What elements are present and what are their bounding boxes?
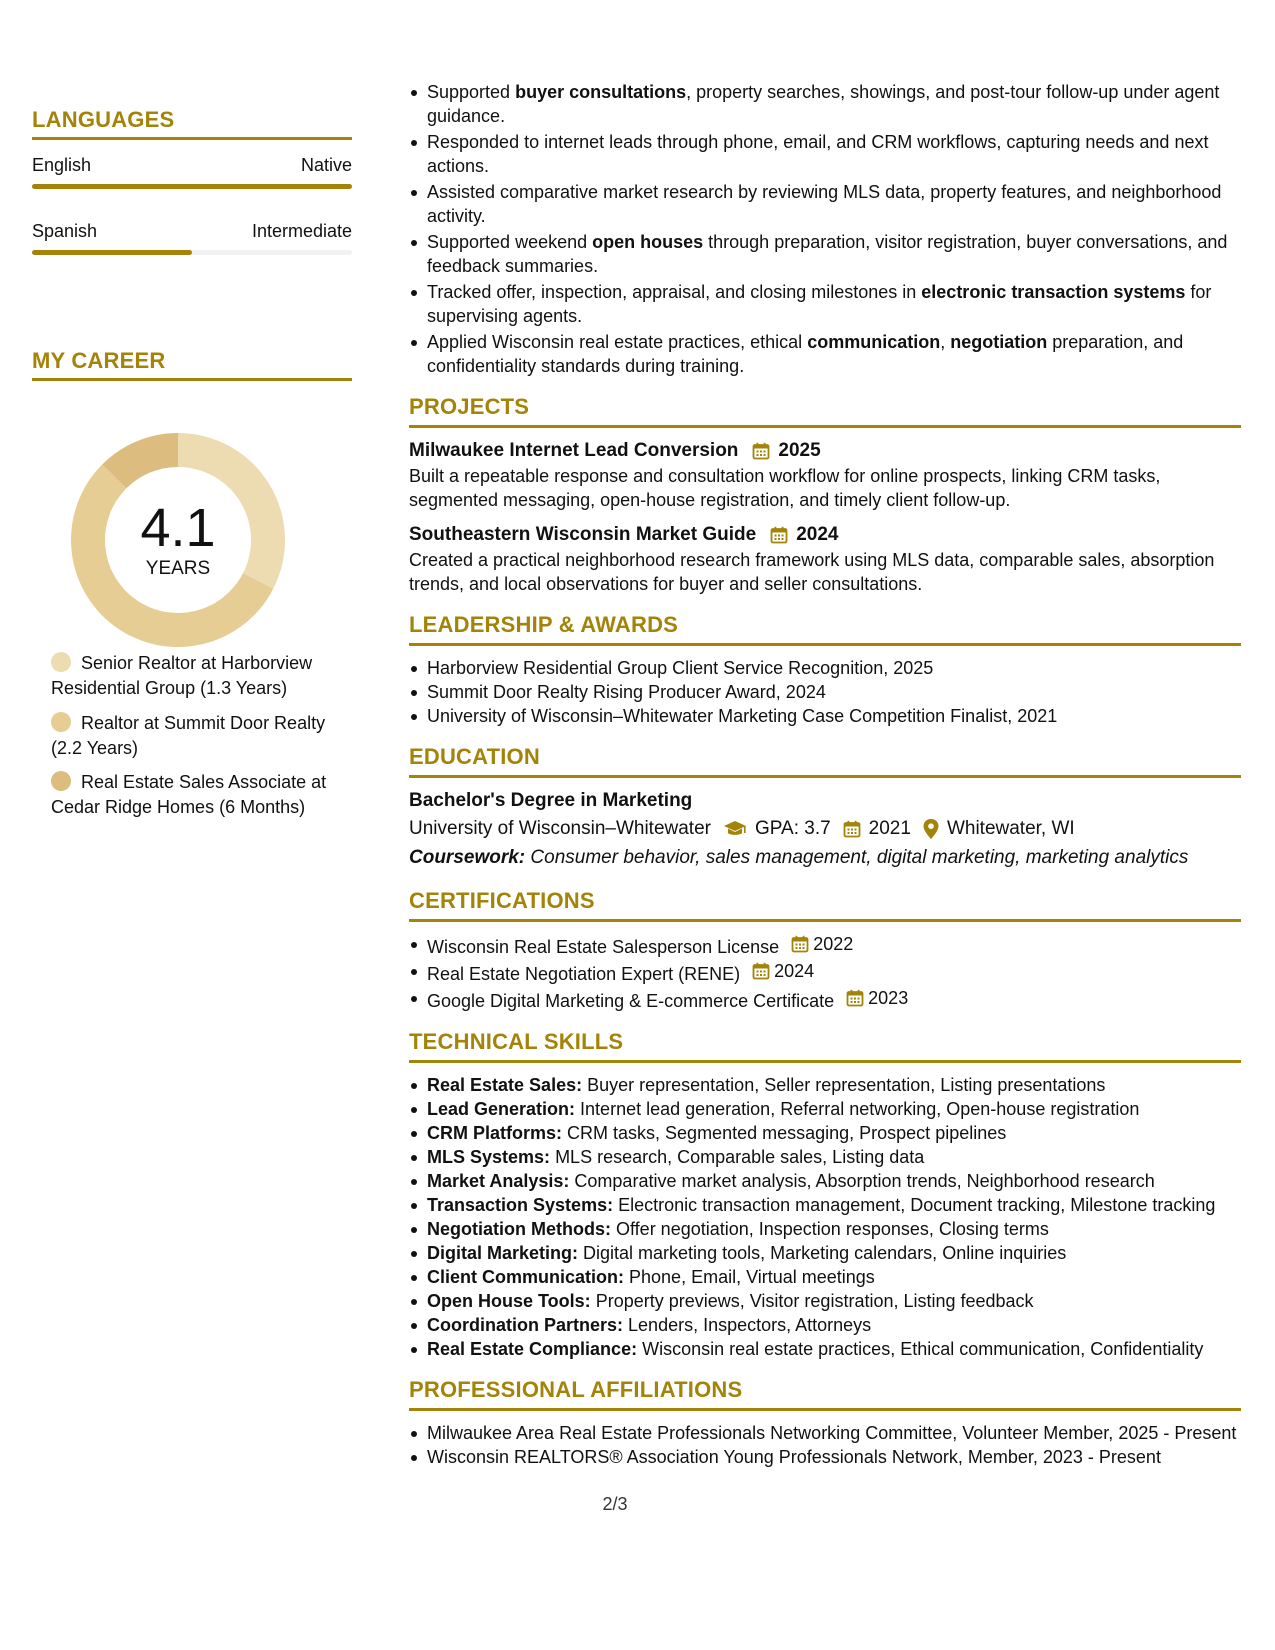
certification-name: Google Digital Marketing & E-commerce Certificate xyxy=(427,991,835,1011)
skill-value: Internet lead generation, Referral networking, Open-house registration xyxy=(580,1099,1140,1119)
skills-list xyxy=(409,1073,1241,1361)
skill-item xyxy=(409,1169,1241,1193)
coursework-label: Coursework: xyxy=(409,847,526,868)
bullet-emphasis: open houses xyxy=(592,232,704,252)
language-level: Native xyxy=(300,155,352,175)
affiliations-section xyxy=(409,1377,1241,1469)
certification-item xyxy=(409,932,1241,959)
project-name: Southeastern Wisconsin Market Guide xyxy=(409,524,757,545)
skill-label: Client Communication: xyxy=(427,1267,624,1287)
skill-value: Comparative market analysis, Absorption trends, Neighborhood research xyxy=(574,1171,1155,1191)
project-description: Built a repeatable response and consultation workflow for online prospects, linking CRM tasks, segmented messaging, open-house registration, and timely client follow-up. xyxy=(409,466,1161,510)
award-item: University of Wisconsin–Whitewater Marketing Case Competition Finalist, 2021 xyxy=(409,704,1241,728)
bullet-text: , xyxy=(940,332,951,352)
certification-year: 2024 xyxy=(774,961,815,981)
education-section xyxy=(409,744,1241,872)
skill-value: Buyer representation, Seller representation, Listing presentations xyxy=(587,1075,1106,1095)
skill-label: Lead Generation: xyxy=(427,1099,576,1119)
project-header xyxy=(409,522,1241,548)
language-level: Intermediate xyxy=(251,221,352,241)
calendar-icon xyxy=(843,820,861,838)
experience-bullet xyxy=(409,80,1241,128)
bullet-emphasis: negotiation xyxy=(950,332,1048,352)
language-row-spanish xyxy=(32,221,352,242)
bullet-text: preparation, and confidentiality standards during training. xyxy=(427,332,1184,376)
certification-name: Real Estate Negotiation Expert (RENE) xyxy=(427,964,741,984)
section-rule xyxy=(409,775,1241,778)
career-total xyxy=(66,428,290,652)
certifications-list xyxy=(409,932,1241,1013)
section-rule xyxy=(409,919,1241,922)
legend-dot xyxy=(51,652,71,672)
graduation-cap-icon xyxy=(723,820,747,838)
languages-rule xyxy=(32,137,352,140)
affiliation-item: Wisconsin REALTORS® Association Young Professionals Network, Member, 2023 - Present xyxy=(409,1445,1241,1469)
language-bar-spanish xyxy=(32,250,352,255)
experience-bullet xyxy=(409,280,1241,328)
awards-section xyxy=(409,612,1241,728)
project-name: Milwaukee Internet Lead Conversion xyxy=(409,440,739,461)
education-details xyxy=(409,814,1241,844)
project-header xyxy=(409,438,1241,464)
skill-label: Digital Marketing: xyxy=(427,1243,579,1263)
skill-label: CRM Platforms: xyxy=(427,1123,563,1143)
awards-title: LEADERSHIP & AWARDS xyxy=(409,612,679,637)
projects-section xyxy=(409,394,1241,596)
education-school: University of Wisconsin–Whitewater xyxy=(409,818,711,839)
legend-label: Realtor at Summit Door Realty (2.2 Years) xyxy=(51,713,326,758)
skill-item xyxy=(409,1145,1241,1169)
skills-title: TECHNICAL SKILLS xyxy=(409,1029,624,1054)
section-rule xyxy=(409,643,1241,646)
skill-value: Offer negotiation, Inspection responses, Closing terms xyxy=(616,1219,1049,1239)
skill-value: CRM tasks, Segmented messaging, Prospect pipelines xyxy=(567,1123,1007,1143)
certification-name: Wisconsin Real Estate Salesperson License xyxy=(427,937,780,957)
career-total-value: 4.1 xyxy=(140,498,216,558)
affiliations-title: PROFESSIONAL AFFILIATIONS xyxy=(409,1377,743,1402)
certifications-section xyxy=(409,888,1241,1013)
section-rule xyxy=(409,1408,1241,1411)
project-item xyxy=(409,438,1241,512)
calendar-icon xyxy=(846,989,864,1007)
bullet-emphasis: communication xyxy=(807,332,941,352)
experience-bullets xyxy=(409,80,1241,378)
award-item: Harborview Residential Group Client Service Recognition, 2025 xyxy=(409,656,1241,680)
skill-label: Transaction Systems: xyxy=(427,1195,614,1215)
legend-label: Real Estate Sales Associate at Cedar Ridge Homes (6 Months) xyxy=(51,772,327,817)
language-row-english xyxy=(32,155,352,176)
project-year: 2024 xyxy=(796,524,839,545)
skills-section xyxy=(409,1029,1241,1361)
coursework-value: Consumer behavior, sales management, digital marketing, marketing analytics xyxy=(530,847,1189,868)
education-title: EDUCATION xyxy=(409,744,540,769)
calendar-icon xyxy=(752,442,770,460)
legend-label: Senior Realtor at Harborview Residential Group (1.3 Years) xyxy=(51,653,313,698)
bullet-text: for supervising agents. xyxy=(427,282,1212,326)
skill-item xyxy=(409,1313,1241,1337)
languages-title: LANGUAGES xyxy=(32,107,175,132)
skill-item xyxy=(409,1241,1241,1265)
experience-bullet xyxy=(409,330,1241,378)
bullet-emphasis: electronic transaction systems xyxy=(921,282,1186,302)
skill-label: Real Estate Sales: xyxy=(427,1075,583,1095)
project-item xyxy=(409,522,1241,596)
certification-item xyxy=(409,986,1241,1013)
certifications-title: CERTIFICATIONS xyxy=(409,888,595,913)
education-gpa: GPA: 3.7 xyxy=(754,818,831,839)
skill-item xyxy=(409,1097,1241,1121)
legend-dot xyxy=(51,771,71,791)
skill-label: Coordination Partners: xyxy=(427,1315,624,1335)
bullet-text: Tracked offer, inspection, appraisal, and closing milestones in xyxy=(427,282,922,302)
skill-value: MLS research, Comparable sales, Listing data xyxy=(555,1147,925,1167)
experience-bullet xyxy=(409,130,1241,178)
section-rule xyxy=(409,425,1241,428)
skill-value: Lenders, Inspectors, Attorneys xyxy=(628,1315,872,1335)
skill-label: Real Estate Compliance: xyxy=(427,1339,638,1359)
career-legend-item xyxy=(51,651,336,701)
affiliation-item: Milwaukee Area Real Estate Professionals Networking Committee, Volunteer Member, 2025 - Present xyxy=(409,1421,1241,1445)
skill-item xyxy=(409,1289,1241,1313)
affiliations-list xyxy=(409,1421,1241,1469)
education-year: 2021 xyxy=(868,818,911,839)
project-description: Created a practical neighborhood research framework using MLS data, comparable sales, absorption trends, and local observations for buyer and seller consultations. xyxy=(409,550,1215,594)
skill-item xyxy=(409,1217,1241,1241)
bullet-text: , property searches, showings, and post-tour follow-up under agent guidance. xyxy=(427,82,1220,126)
education-location: Whitewater, WI xyxy=(946,818,1075,839)
main-content xyxy=(409,80,1241,1469)
certification-item xyxy=(409,959,1241,986)
education-coursework xyxy=(409,844,1241,872)
skill-item xyxy=(409,1121,1241,1145)
skill-item xyxy=(409,1337,1241,1361)
skill-value: Property previews, Visitor registration, Listing feedback xyxy=(595,1291,1034,1311)
career-rule xyxy=(32,378,352,381)
skill-value: Phone, Email, Virtual meetings xyxy=(629,1267,875,1287)
project-year: 2025 xyxy=(778,440,821,461)
calendar-icon xyxy=(791,935,809,953)
bullet-text: Assisted comparative market research by reviewing MLS data, property features, and neighborhood activity. xyxy=(427,182,1222,226)
career-legend-item xyxy=(51,711,336,761)
projects-title: PROJECTS xyxy=(409,394,530,419)
language-bar-english xyxy=(32,184,352,189)
career-title: MY CAREER xyxy=(32,348,166,373)
experience-bullet xyxy=(409,180,1241,228)
certification-year: 2022 xyxy=(813,934,854,954)
calendar-icon xyxy=(770,526,788,544)
language-name: English xyxy=(32,155,92,175)
page-number: 2/3 xyxy=(602,1494,628,1514)
skill-item xyxy=(409,1193,1241,1217)
skill-label: Market Analysis: xyxy=(427,1171,570,1191)
bullet-text: through preparation, visitor registration, buyer conversations, and feedback summaries. xyxy=(427,232,1228,276)
bullet-text: Supported weekend xyxy=(427,232,593,252)
experience-bullet xyxy=(409,230,1241,278)
certification-year: 2023 xyxy=(868,988,909,1008)
legend-dot xyxy=(51,712,71,732)
education-degree: Bachelor's Degree in Marketing xyxy=(409,790,693,811)
bullet-text: Responded to internet leads through phone, email, and CRM workflows, capturing needs and next actions. xyxy=(427,132,1209,176)
bullet-text: Supported xyxy=(427,82,516,102)
skill-value: Electronic transaction management, Document tracking, Milestone tracking xyxy=(618,1195,1216,1215)
bullet-emphasis: buyer consultations xyxy=(515,82,687,102)
language-bar-fill xyxy=(32,250,192,255)
skill-item xyxy=(409,1265,1241,1289)
skill-label: MLS Systems: xyxy=(427,1147,551,1167)
skill-value: Wisconsin real estate practices, Ethical communication, Confidentiality xyxy=(642,1339,1204,1359)
award-item: Summit Door Realty Rising Producer Award, 2024 xyxy=(409,680,1241,704)
skill-value: Digital marketing tools, Marketing calendars, Online inquiries xyxy=(583,1243,1067,1263)
bullet-text: Applied Wisconsin real estate practices, ethical xyxy=(427,332,808,352)
career-total-unit: YEARS xyxy=(145,558,211,579)
career-legend-item xyxy=(51,770,336,820)
language-name: Spanish xyxy=(32,221,98,241)
skill-item xyxy=(409,1073,1241,1097)
section-rule xyxy=(409,1060,1241,1063)
skill-label: Negotiation Methods: xyxy=(427,1219,611,1239)
calendar-icon xyxy=(752,962,770,980)
language-bar-fill xyxy=(32,184,352,189)
awards-list xyxy=(409,656,1241,728)
skill-label: Open House Tools: xyxy=(427,1291,591,1311)
location-pin-icon xyxy=(923,819,939,839)
